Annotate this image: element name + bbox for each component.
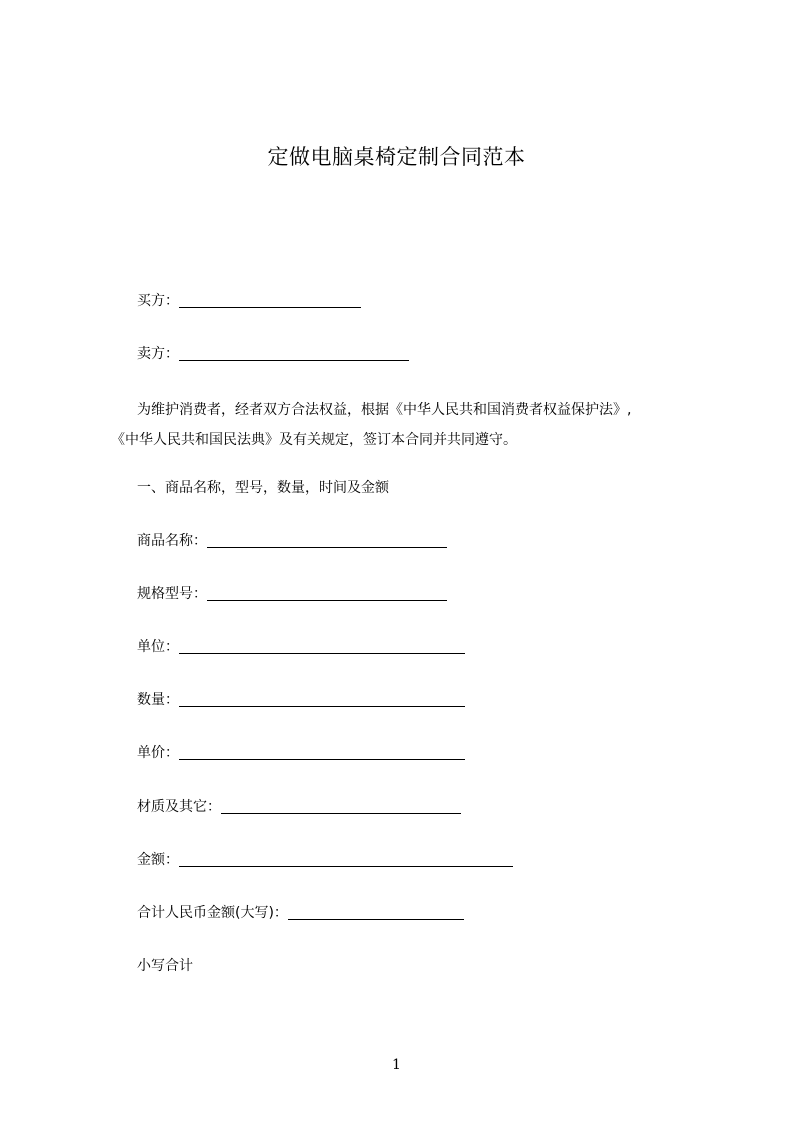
product-name-blank [207,532,447,548]
model-spec-line [137,583,447,605]
unit-price-label: 单价： [137,745,179,761]
model-spec-label: 规格型号： [137,586,207,602]
preamble-line-2: 《中华人民共和国民法典》及有关规定，签订本合同并共同遵守。 [111,432,517,448]
total-rmb-label: 合计人民币金额(大写)： [137,905,288,921]
amount-label: 金额： [137,852,179,868]
unit-label: 单位： [137,639,179,655]
section1-heading [137,477,389,499]
quantity-line [137,689,465,711]
seller-label: 卖方： [137,346,179,362]
buyer-line [137,290,361,312]
seller-line [137,343,409,365]
product-name-line [137,530,447,552]
model-spec-blank [207,585,447,601]
amount-blank [179,851,513,867]
product-name-label: 商品名称： [137,533,207,549]
material-label: 材质及其它： [137,799,221,815]
buyer-label: 买方： [137,293,179,309]
total-rmb-line [137,902,464,924]
subtotal-line [137,955,193,977]
subtotal-label: 小写合计 [137,958,193,974]
seller-blank [179,345,409,361]
material-blank [221,798,461,814]
unit-line [137,636,465,658]
amount-line [137,849,513,871]
section1-heading-text: 一、商品名称，型号，数量，时间及金额 [137,480,389,496]
page-number: 1 [392,1057,401,1073]
unit-blank [179,638,465,654]
document-title: 定做电脑桌椅定制合同范本 [267,145,526,169]
total-rmb-blank [288,904,464,920]
material-line [137,796,461,818]
unit-price-blank [179,744,465,760]
unit-price-line [137,742,465,764]
preamble-line-1: 为维护消费者，经者双方合法权益，根据《中华人民共和国消费者权益保护法》, [137,402,632,418]
buyer-blank [179,292,361,308]
quantity-label: 数量： [137,692,179,708]
preamble-paragraph [111,395,701,455]
quantity-blank [179,691,465,707]
